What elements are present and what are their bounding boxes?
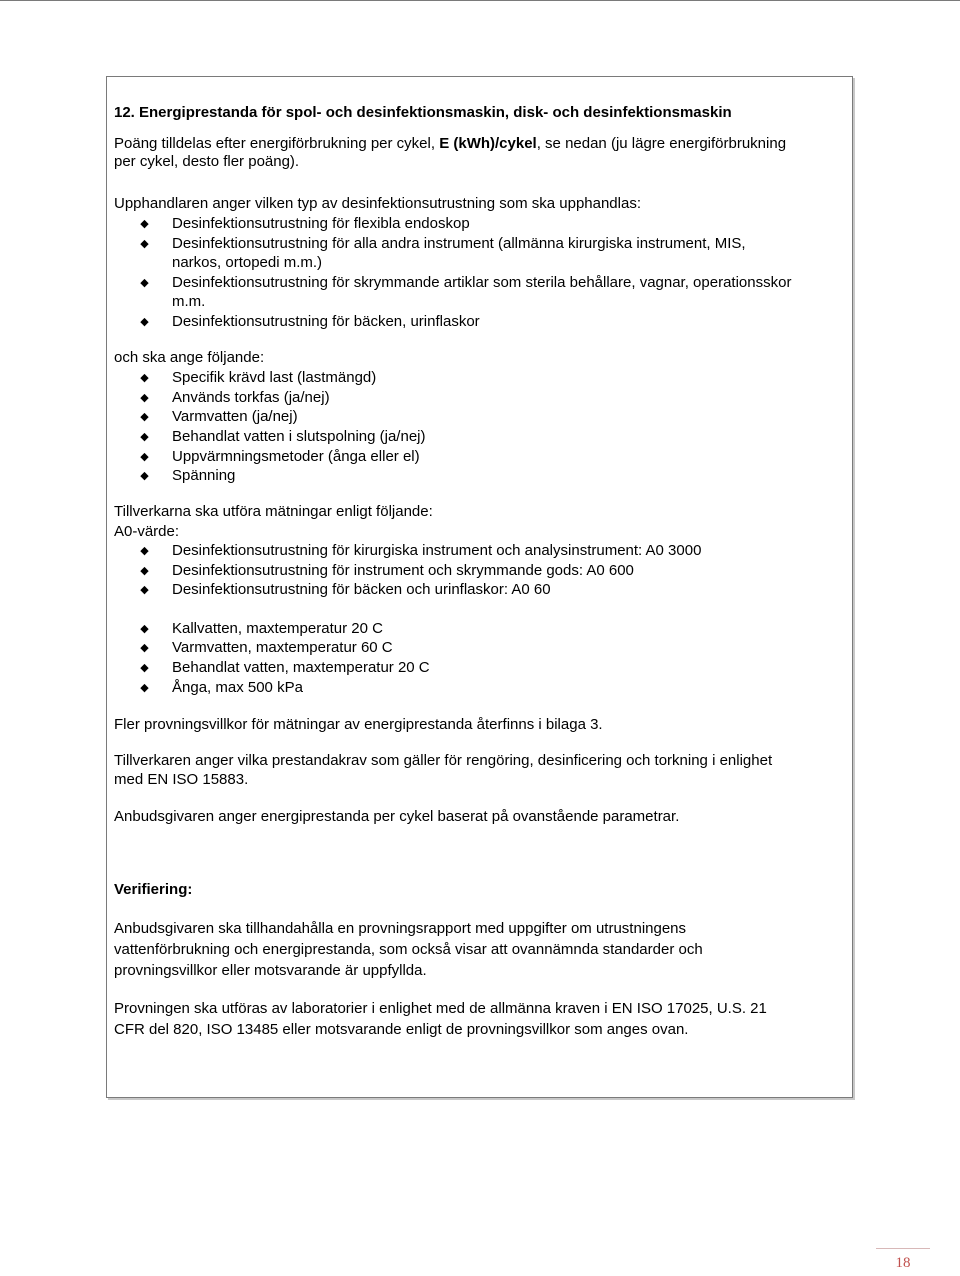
tillverkaren-line-1: Tillverkaren anger vilka prestandakrav som gäller för rengöring, desinficering och torkning i enlighet bbox=[114, 752, 773, 769]
bullet-icon bbox=[139, 412, 150, 423]
anges-lead: och ska ange följande: bbox=[114, 349, 265, 366]
bullet-icon bbox=[139, 663, 150, 674]
upphandlaren-lead: Upphandlaren anger vilken typ av desinfektionsutrustning som ska upphandlas: bbox=[114, 195, 641, 212]
matningar-lead: Tillverkarna ska utföra mätningar enligt följande: bbox=[114, 503, 433, 520]
verifiering-para2-line-2: CFR del 820, ISO 13485 eller motsvarande enligt de provningsvillkor som anges ovan. bbox=[114, 1021, 689, 1038]
bullet-icon bbox=[139, 585, 150, 596]
list-item-continuation: narkos, ortopedi m.m.) bbox=[172, 254, 323, 271]
bullet-icon bbox=[139, 373, 150, 384]
list-item: Desinfektionsutrustning för bäcken, urinflaskor bbox=[172, 313, 480, 330]
list-item: Desinfektionsutrustning för kirurgiska instrument och analysinstrument: A0 3000 bbox=[172, 542, 702, 559]
list-item: Uppvärmningsmetoder (ånga eller el) bbox=[172, 448, 420, 465]
verifiering-para1-line-2: vattenförbrukning och energiprestanda, som också visar att ovannämnda standarder och bbox=[114, 941, 703, 958]
bullet-icon bbox=[139, 452, 150, 463]
page-number: 18 bbox=[895, 1255, 911, 1271]
list-item: Ånga, max 500 kPa bbox=[172, 679, 303, 696]
verifiering-para1-line-3: provningsvillkor eller motsvarande är uppfyllda. bbox=[114, 962, 427, 979]
bullet-icon bbox=[139, 393, 150, 404]
list-item: Kallvatten, maxtemperatur 20 C bbox=[172, 620, 383, 637]
list-item: Varmvatten (ja/nej) bbox=[172, 408, 298, 425]
intro-line-1: Poäng tilldelas efter energiförbrukning per cykel, E (kWh)/cykel, se nedan (ju lägre energiförbrukning bbox=[114, 135, 787, 152]
bullet-icon bbox=[139, 546, 150, 557]
bullet-icon bbox=[139, 432, 150, 443]
bullet-icon bbox=[139, 566, 150, 577]
list-item: Desinfektionsutrustning för instrument och skrymmande gods: A0 600 bbox=[172, 562, 634, 579]
verifiering-para2-line-1: Provningen ska utföras av laboratorier i enlighet med de allmänna kraven i EN ISO 17025, U.S. 21 bbox=[114, 1000, 767, 1017]
list-item: Specifik krävd last (lastmängd) bbox=[172, 369, 377, 386]
tillverkaren-line-2: med EN ISO 15883. bbox=[114, 771, 249, 788]
list-item: Behandlat vatten, maxtemperatur 20 C bbox=[172, 659, 430, 676]
bullet-icon bbox=[139, 683, 150, 694]
verifiering-heading: Verifiering: bbox=[114, 881, 193, 898]
list-item: Desinfektionsutrustning för skrymmande artiklar som sterila behållare, vagnar, operationsskor bbox=[172, 274, 792, 291]
bullet-icon bbox=[139, 643, 150, 654]
section-heading: 12. Energiprestanda för spol- och desinfektionsmaskin, disk- och desinfektionsmaskin bbox=[114, 104, 732, 121]
list-item: Varmvatten, maxtemperatur 60 C bbox=[172, 639, 393, 656]
bullet-icon bbox=[139, 471, 150, 482]
list-item: Desinfektionsutrustning för alla andra instrument (allmänna kirurgiska instrument, MIS, bbox=[172, 235, 746, 252]
bullet-icon bbox=[139, 317, 150, 328]
list-item: Desinfektionsutrustning för flexibla endoskop bbox=[172, 215, 470, 232]
top-rule bbox=[0, 0, 960, 1]
list-item: Spänning bbox=[172, 467, 236, 484]
list-item: Desinfektionsutrustning för bäcken och urinflaskor: A0 60 bbox=[172, 581, 551, 598]
bullet-icon bbox=[139, 219, 150, 230]
anbudsgivaren-paragraph: Anbudsgivaren anger energiprestanda per cykel baserat på ovanstående parametrar. bbox=[114, 808, 680, 825]
list-item-continuation: m.m. bbox=[172, 293, 206, 310]
bullet-icon bbox=[139, 278, 150, 289]
a0-label: A0-värde: bbox=[114, 523, 180, 540]
bullet-icon bbox=[139, 624, 150, 635]
list-item: Används torkfas (ja/nej) bbox=[172, 389, 330, 406]
list-item: Behandlat vatten i slutspolning (ja/nej) bbox=[172, 428, 426, 445]
intro-line-2: per cykel, desto fler poäng). bbox=[114, 153, 300, 170]
intro-unit: E (kWh)/cykel bbox=[439, 135, 537, 152]
verifiering-para1-line-1: Anbudsgivaren ska tillhandahålla en provningsrapport med uppgifter om utrustningens bbox=[114, 920, 687, 937]
page-number-rule bbox=[876, 1248, 930, 1249]
bilaga-paragraph: Fler provningsvillkor för mätningar av energiprestanda återfinns i bilaga 3. bbox=[114, 716, 603, 733]
bullet-icon bbox=[139, 239, 150, 250]
